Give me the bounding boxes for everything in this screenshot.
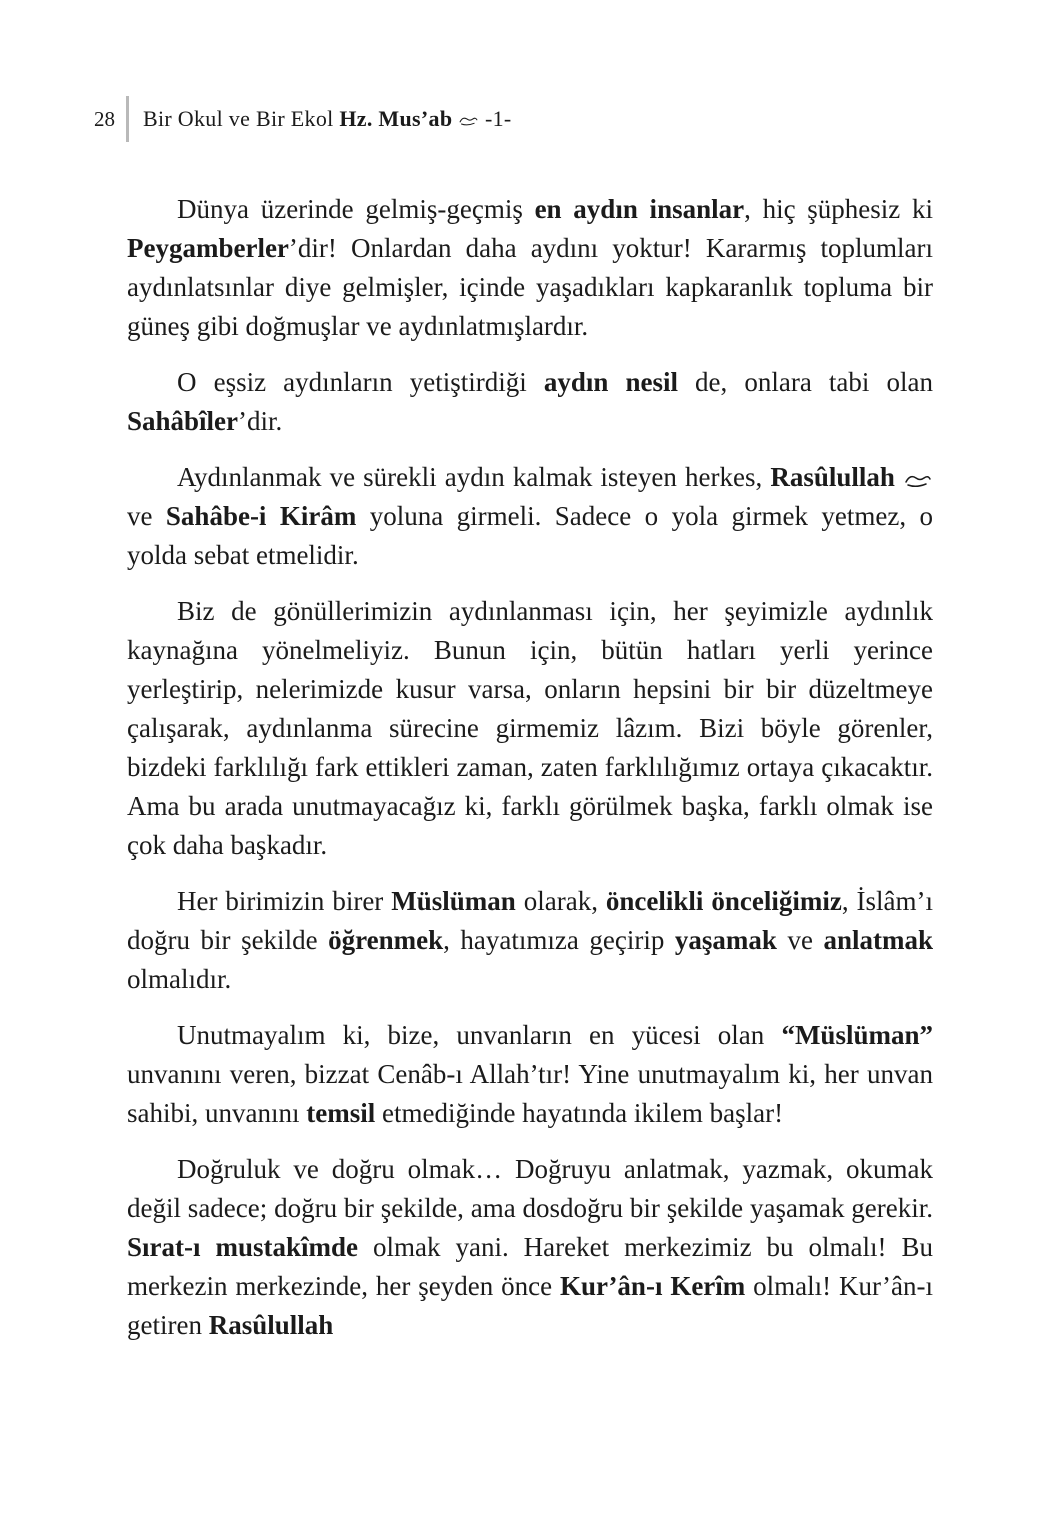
text-run: ve	[127, 501, 166, 531]
text-run: Her birimizin birer	[177, 886, 392, 916]
bold-text-run: yaşamak	[674, 925, 777, 955]
text-run: ’dir! Onlardan daha aydını yoktur! Kararmış toplumları aydınlatsınlar diye gelmişler, içinde yaşadıkları kapkaranlık topluma bir güneş gibi doğmuşlar ve aydınlatmışlardır.	[127, 233, 933, 341]
page-header	[80, 96, 933, 142]
paragraph	[127, 190, 933, 346]
text-run: Doğruluk ve doğru olmak… Doğruyu anlatmak, yazmak, okumak değil sadece; doğru bir şekilde, ama dosdoğru bir şekilde yaşamak gerekir.	[127, 1154, 933, 1223]
bold-text-run: Müslüman	[391, 886, 516, 916]
paragraph	[127, 363, 933, 441]
bold-text-run: anlatmak	[823, 925, 934, 955]
bold-text-run: Sahâbe-i Kirâm	[165, 501, 357, 531]
bold-text-run: Peygamberler	[127, 233, 289, 263]
text-run: de, onlara tabi olan	[677, 367, 933, 397]
text-run	[895, 462, 903, 492]
bold-text-run: öğrenmek	[328, 925, 444, 955]
text-run: olmak yani. Hareket merkezimiz bu olmalı! Bu merkezin merkezinde, her şeyden önce	[127, 1232, 934, 1301]
text-run: Aydınlanmak ve sürekli aydın kalmak isteyen herkes,	[177, 462, 771, 492]
header-divider	[126, 96, 129, 142]
paragraphs-container	[127, 190, 933, 1345]
bold-text-run: Sahâbîler	[127, 406, 239, 436]
paragraph	[127, 882, 933, 999]
running-title-suffix: -1-	[484, 106, 512, 131]
text-run: Unutmayalım ki, bize, unvanların en yücesi olan	[177, 1020, 782, 1050]
paragraph	[127, 1016, 933, 1133]
text-run: olarak,	[515, 886, 606, 916]
text-run: , İslâm’ı doğru bir şekilde	[127, 886, 933, 955]
bold-text-run: temsil	[306, 1098, 376, 1128]
bold-text-run: öncelikli önceliğimiz	[605, 886, 842, 916]
text-run: ’dir.	[238, 406, 283, 436]
bold-text-run: Rasûlullah	[208, 1310, 334, 1340]
paragraph	[127, 458, 933, 575]
bold-text-run: Kur’ân-ı Kerîm	[559, 1271, 746, 1301]
text-run: yoluna girmeli. Sadece o yola girmek yetmez, o yolda sebat etmelidir.	[127, 501, 933, 570]
text-run: unvanını veren, bizzat Cenâb-ı Allah’tır! Yine unutmayalım ki, her unvan sahibi, unvanını	[127, 1059, 933, 1128]
bold-text-run: “Müslüman”	[781, 1020, 933, 1050]
text-run: ve	[776, 925, 824, 955]
text-run: , hayatımıza geçirip	[443, 925, 675, 955]
text-run: Dünya üzerinde gelmiş-geçmiş	[177, 194, 535, 224]
text-run: olmalı! Kur’ân-ı getiren	[127, 1271, 933, 1340]
text-run: , hiç şüphesiz ki	[744, 194, 933, 224]
paragraph	[127, 592, 933, 865]
text-run: olmalıdır.	[127, 964, 232, 994]
running-title-bold: Hz. Mus’ab	[339, 106, 453, 131]
running-title-regular: Bir Okul ve Bir Ekol	[143, 106, 334, 131]
text-run: O eşsiz aydınların yetiştirdiği	[177, 367, 544, 397]
salawat-calligraphy-icon	[903, 458, 933, 497]
bold-text-run: en aydın insanlar	[534, 194, 745, 224]
text-run: Biz de gönüllerimizin aydınlanması için, her şeyimizle aydınlık kaynağına yönelmeliyiz. Bunun için, bütün hatları yerli yerince yerleştirip, nelerimizde kusur varsa, onların hepsini bir bir düzeltmeye çalışarak, aydınlanma sürecine girmemiz lâzım. Bizi böyle görenler, bizdeki farklılığı fark ettikleri zaman, zaten farklılığımız ortaya çıkacaktır. Ama bu arada unutmayacağız ki, farklı görülmek başka, farklı olmak ise çok daha başkadır.	[127, 596, 933, 860]
paragraph	[127, 1150, 933, 1345]
page-number: 28	[94, 106, 115, 131]
bold-text-run: aydın nesil	[543, 367, 678, 397]
running-title	[143, 106, 512, 132]
radiallahu-anh-calligraphy-icon	[458, 106, 479, 132]
bold-text-run: Sırat-ı mustakîmde	[127, 1232, 358, 1262]
page-body	[127, 190, 933, 1345]
bold-text-run: Rasûlullah	[770, 462, 895, 492]
text-run: etmediğinde hayatında ikilem başlar!	[375, 1098, 784, 1128]
